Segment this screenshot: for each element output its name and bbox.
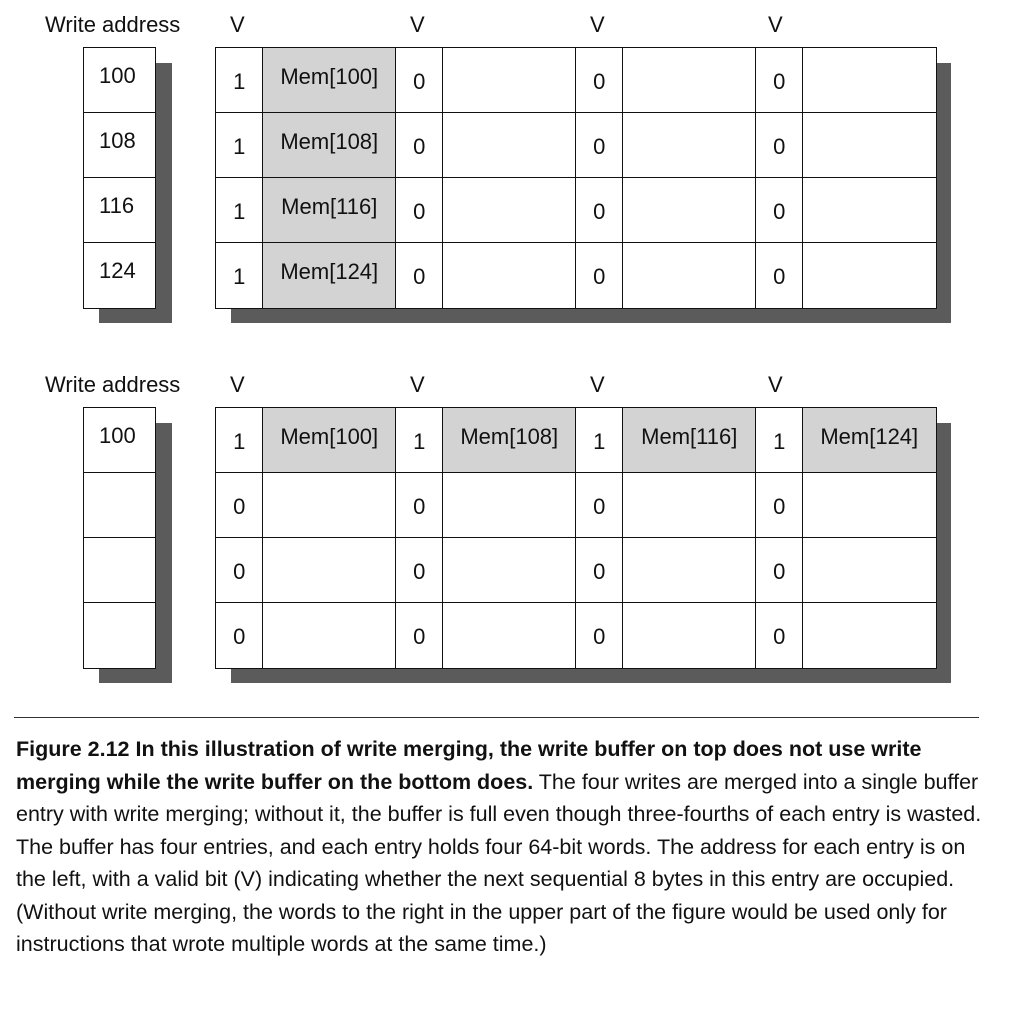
empty-word-cell [802, 537, 937, 604]
empty-word-cell [442, 537, 577, 604]
empty-word-cell [802, 112, 937, 179]
address-cell: 116 [83, 177, 156, 244]
valid-bit-cell: 0 [395, 47, 444, 114]
valid-bit-cell: 0 [395, 537, 444, 604]
valid-bit-cell: 0 [755, 242, 804, 309]
valid-bit-cell: 0 [575, 242, 624, 309]
empty-word-cell [442, 602, 577, 669]
empty-word-cell [802, 602, 937, 669]
empty-word-cell [802, 177, 937, 244]
address-cell: 100 [83, 47, 156, 114]
empty-word-cell [622, 242, 757, 309]
empty-word-cell [622, 177, 757, 244]
valid-bit-cell: 0 [575, 112, 624, 179]
valid-bit-cell: 0 [575, 602, 624, 669]
valid-bit-header: V [410, 12, 425, 37]
memory-word-cell: Mem[100] [262, 407, 397, 474]
valid-bit-cell: 1 [215, 112, 264, 179]
valid-bit-cell: 0 [395, 177, 444, 244]
figure-caption [16, 733, 984, 961]
valid-bit-cell: 0 [755, 47, 804, 114]
valid-bit-cell: 1 [215, 407, 264, 474]
empty-word-cell [442, 47, 577, 114]
valid-bit-cell: 0 [755, 472, 804, 539]
valid-bit-cell: 0 [575, 177, 624, 244]
empty-word-cell [442, 112, 577, 179]
valid-bit-cell: 0 [755, 112, 804, 179]
valid-bit-header: V [768, 12, 783, 37]
empty-word-cell [442, 177, 577, 244]
empty-word-cell [802, 242, 937, 309]
empty-word-cell [262, 537, 397, 604]
valid-bit-header: V [230, 372, 245, 397]
empty-word-cell [442, 472, 577, 539]
valid-bit-header: V [410, 372, 425, 397]
valid-bit-cell: 0 [575, 537, 624, 604]
write-address-label: Write address [45, 372, 181, 397]
valid-bit-cell: 0 [395, 112, 444, 179]
caption-title: Figure 2.12 In this illustration of write merging, the write buffer on top does not use write merging while the write buffer on the bottom does. [16, 737, 922, 794]
valid-bit-cell: 0 [575, 47, 624, 114]
address-cell [83, 472, 156, 539]
valid-bit-cell: 1 [215, 242, 264, 309]
address-cell: 100 [83, 407, 156, 474]
address-cell: 124 [83, 242, 156, 309]
valid-bit-cell: 0 [215, 537, 264, 604]
valid-bit-cell: 0 [215, 602, 264, 669]
valid-bit-cell: 0 [755, 602, 804, 669]
valid-bit-cell: 0 [395, 602, 444, 669]
valid-bit-header: V [590, 372, 605, 397]
valid-bit-cell: 1 [215, 177, 264, 244]
empty-word-cell [622, 472, 757, 539]
valid-bit-cell: 1 [575, 407, 624, 474]
memory-word-cell: Mem[124] [262, 242, 397, 309]
memory-word-cell: Mem[116] [622, 407, 757, 474]
empty-word-cell [622, 47, 757, 114]
valid-bit-cell: 0 [395, 472, 444, 539]
write-address-label: Write address [45, 12, 181, 37]
valid-bit-cell: 1 [755, 407, 804, 474]
valid-bit-header: V [590, 12, 605, 37]
valid-bit-cell: 0 [215, 472, 264, 539]
memory-word-cell: Mem[100] [262, 47, 397, 114]
caption-divider [14, 717, 979, 718]
valid-bit-cell: 0 [575, 472, 624, 539]
valid-bit-cell: 0 [395, 242, 444, 309]
address-cell [83, 602, 156, 669]
valid-bit-cell: 1 [395, 407, 444, 474]
memory-word-cell: Mem[124] [802, 407, 937, 474]
valid-bit-header: V [768, 372, 783, 397]
valid-bit-header: V [230, 12, 245, 37]
valid-bit-cell: 0 [755, 177, 804, 244]
empty-word-cell [802, 47, 937, 114]
memory-word-cell: Mem[116] [262, 177, 397, 244]
empty-word-cell [262, 602, 397, 669]
empty-word-cell [802, 472, 937, 539]
valid-bit-cell: 0 [755, 537, 804, 604]
empty-word-cell [442, 242, 577, 309]
empty-word-cell [622, 602, 757, 669]
address-cell: 108 [83, 112, 156, 179]
empty-word-cell [622, 112, 757, 179]
address-cell [83, 537, 156, 604]
memory-word-cell: Mem[108] [442, 407, 577, 474]
empty-word-cell [622, 537, 757, 604]
empty-word-cell [262, 472, 397, 539]
memory-word-cell: Mem[108] [262, 112, 397, 179]
valid-bit-cell: 1 [215, 47, 264, 114]
caption-body: The four writes are merged into a single buffer entry with write merging; without it, the buffer is full even though three-fourths of each entry is wasted. The buffer has four entries, and each entry holds four 64-bit words. The address for each entry is on the left, with a valid bit (V) indicating whether the next sequential 8 bytes in this entry are occupied. (Without write merging, the words to the right in the upper part of the figure would be used only for instructions that wrote multiple words at the same time.) [16, 769, 982, 956]
